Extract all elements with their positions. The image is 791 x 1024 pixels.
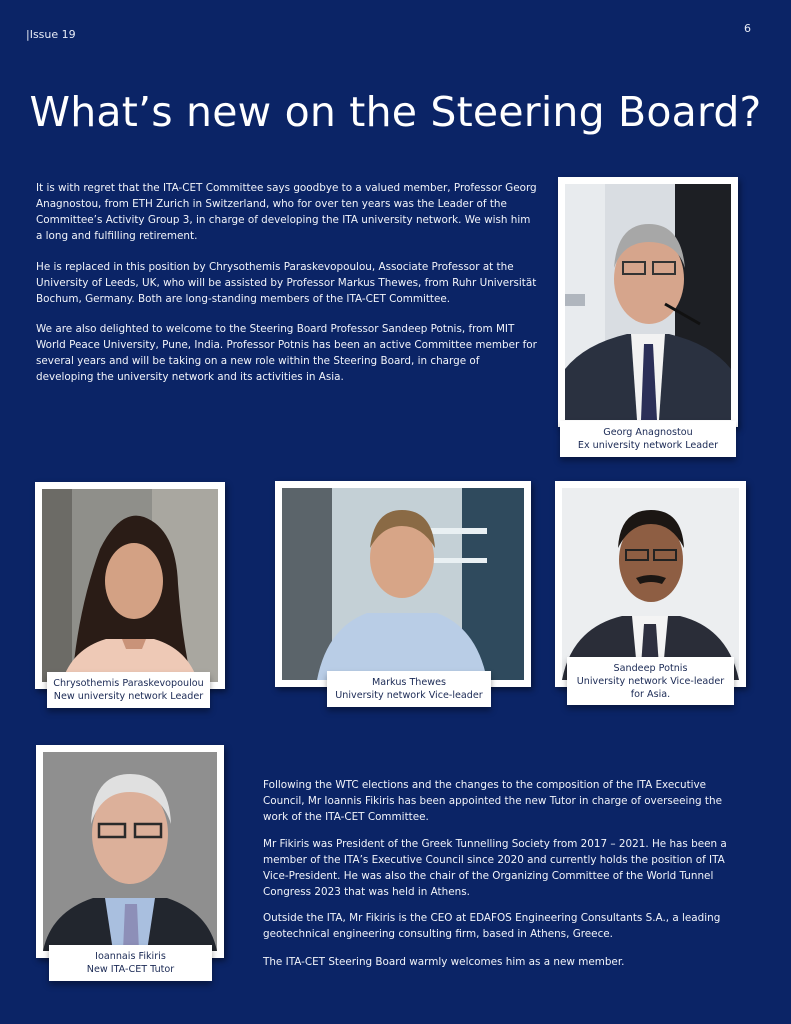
caption-name: Georg Anagnostou	[603, 427, 693, 438]
caption-role: University network Vice-leader for Asia.	[576, 676, 725, 700]
fikiris-paragraph-1: Following the WTC elections and the changes to the composition of the ITA Executive Council, Mr Ioannis Fikiris has been appointed the new Tutor in charge of overseeing the work of the ITA-CET Committee.	[263, 779, 722, 823]
photo-fikiris	[36, 745, 224, 958]
issue-label: |Issue 19	[26, 28, 76, 41]
photo-anagnostou	[558, 177, 738, 427]
page-title: What’s new on the Steering Board?	[29, 88, 762, 136]
photo-thewes	[275, 481, 531, 687]
caption-fikiris	[49, 945, 212, 981]
caption-potnis	[567, 657, 734, 705]
photo-paraskevopoulou	[35, 482, 225, 689]
intro-paragraph-2: He is replaced in this position by Chrysothemis Paraskevopoulou, Associate Professor at the University of Leeds, UK, who will be assisted by Professor Markus Thewes, from Ruhr Universität Bochum, Germany. Both are long-standing members of the ITA-CET Committee.	[36, 261, 537, 305]
fikiris-paragraph-4: The ITA-CET Steering Board warmly welcomes him as a new member.	[263, 956, 625, 968]
fikiris-paragraph-3: Outside the ITA, Mr Fikiris is the CEO at EDAFOS Engineering Consultants S.A., a leading geotechnical engineering consulting firm, based in Athens, Greece.	[263, 912, 721, 940]
caption-role: University network Vice-leader	[335, 690, 483, 701]
caption-name: Markus Thewes	[371, 677, 447, 688]
caption-role: Ex university network Leader	[577, 440, 719, 451]
intro-paragraph-3: We are also delighted to welcome to the Steering Board Professor Sandeep Potnis, from MIT World Peace University, Pune, India. Professor Potnis has been an active Committee member for several years and will be taking on a new role within the Steering Board, in charge of developing the university network and its activities in Asia.	[36, 323, 537, 383]
caption-role: New ITA-CET Tutor	[86, 964, 175, 975]
page-number: 6	[744, 22, 751, 35]
caption-name: Sandeep Potnis	[613, 663, 688, 674]
caption-role: New university network Leader	[53, 691, 204, 702]
caption-name: Ioannais Fikiris	[95, 951, 166, 962]
intro-paragraph-1: It is with regret that the ITA-CET Committee says goodbye to a valued member, Professor Georg Anagnostou, from ETH Zurich in Switzerland, who for over ten years was the Leader of the Committee’s Activity Group 3, in charge of developing the ITA university network. We wish him a long and fulfilling retirement.	[36, 182, 537, 242]
caption-anagnostou	[560, 421, 736, 457]
caption-name: Chrysothemis Paraskevopoulou	[53, 678, 204, 689]
caption-thewes	[327, 671, 491, 707]
caption-paraskevopoulou	[47, 672, 210, 708]
fikiris-paragraph-2: Mr Fikiris was President of the Greek Tunnelling Society from 2017 – 2021. He has been a member of the ITA’s Executive Council since 2020 and currently holds the position of ITA Vice-President. He was also the chair of the Organizing Committee of the World Tunnel Congress 2023 that was held in Athens.	[263, 838, 727, 898]
